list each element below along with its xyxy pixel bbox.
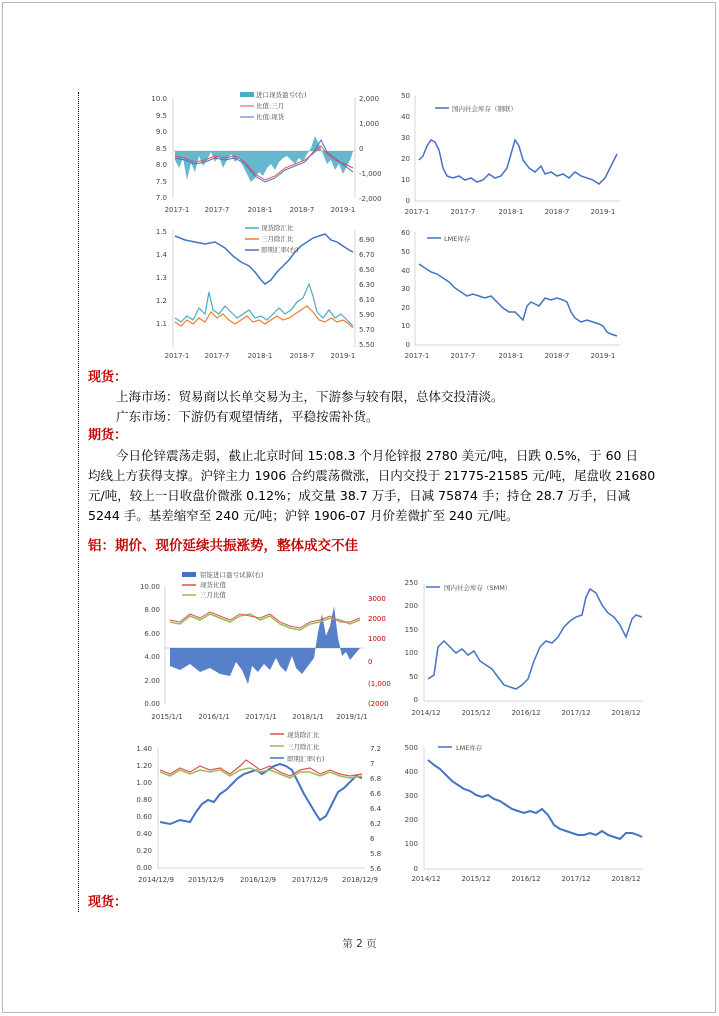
ac3-yr-7: 5.8 <box>370 850 382 858</box>
ac4-leg-0: LME库存 <box>456 744 483 752</box>
ac1-x-1: 2016/1/1 <box>198 713 230 721</box>
ac2-y-0: 250 <box>404 579 418 587</box>
zc4-x-2: 2018-1 <box>498 352 524 360</box>
zc1-yl-5: 7.5 <box>155 178 167 186</box>
ac3-yr-6: 6 <box>370 835 375 843</box>
zc1-bars <box>175 136 353 182</box>
ac3-yl-1: 1.20 <box>136 762 152 770</box>
zc3-x-2: 2018-1 <box>247 352 273 360</box>
zinc-futures-heading: 期货： <box>88 428 128 443</box>
zinc-chart-exchange-ratio <box>145 222 390 364</box>
ac3-yl-0: 1.40 <box>136 745 152 753</box>
zc1-leg-1: 比值:三月 <box>256 102 285 110</box>
ac2-x-3: 2017/12 <box>561 709 591 717</box>
zc4-x-1: 2017-7 <box>450 352 476 360</box>
page-footer: 第 2 页 <box>342 938 377 950</box>
zc1-leg-2: 比值:现货 <box>256 113 285 121</box>
ac2-x-1: 2015/12 <box>461 709 491 717</box>
ac3-leg-2: 即期汇率(右) <box>287 755 325 763</box>
ac1-yl-4: 2.00 <box>144 677 160 685</box>
ac3-x-3: 2017/12/9 <box>292 876 328 884</box>
ac1-yr-4: (1,000 <box>368 680 391 688</box>
zc3-yr-2: 6.50 <box>359 266 375 274</box>
zc3-yr-4: 6.10 <box>359 296 375 304</box>
ac3-yl-4: 0.60 <box>136 813 152 821</box>
ac3-yr-4: 6.4 <box>370 805 382 813</box>
zc4-y-5: 10 <box>401 322 410 330</box>
ac1-x-3: 2018/1/1 <box>292 713 324 721</box>
zc3-yl-3: 1.2 <box>155 297 167 305</box>
al-chart-exchange-ratio <box>130 730 400 888</box>
zc3-orange-line <box>175 306 353 328</box>
zinc-futures-line4: 5244 手。基差缩窄至 240 元/吨；沪锌 1906-07 月价差微扩至 240 元/吨。 <box>88 508 519 523</box>
al-chart-domestic-stock-svg <box>398 575 648 725</box>
zc3-x-0: 2017-1 <box>164 352 190 360</box>
zc3-yr-7: 5.50 <box>359 341 375 349</box>
zc2-y-0: 50 <box>401 92 410 100</box>
zc1-yl-6: 7.0 <box>155 194 167 202</box>
zc1-x-0: 2017-1 <box>164 206 190 214</box>
ac3-yl-5: 0.40 <box>136 830 152 838</box>
ac3-yr-2: 6.8 <box>370 775 382 783</box>
ac1-leg-2: 三月比值 <box>200 591 226 599</box>
zc1-yr-3: -1,000 <box>359 170 382 178</box>
ac2-x-0: 2014/12 <box>411 709 441 717</box>
ac4-line <box>428 760 642 839</box>
zc3-yl-4: 1.1 <box>155 320 167 328</box>
ac1-leg-0: 铝锭进口盈亏试算(右) <box>200 571 264 579</box>
zc1-x-4: 2019-1 <box>330 206 356 214</box>
zc3-x-4: 2019-1 <box>330 352 356 360</box>
zc1-yl-1: 9.5 <box>155 112 167 120</box>
zinc-chart-ratio <box>145 88 390 218</box>
zinc-chart-domestic-stock <box>395 88 625 223</box>
al-chart-ratio-svg <box>130 566 400 726</box>
ac3-x-1: 2015/12/9 <box>188 876 224 884</box>
ac3-yl-2: 1.00 <box>136 779 152 787</box>
ac4-x-4: 2018/12 <box>611 875 641 883</box>
zc2-x-1: 2017-7 <box>450 208 476 216</box>
ac3-yr-3: 6.6 <box>370 790 382 798</box>
ac3-x-0: 2014/12/9 <box>138 876 174 884</box>
zc4-x-3: 2018-7 <box>544 352 570 360</box>
ac4-x-1: 2015/12 <box>461 875 491 883</box>
aluminum-heading: 铝：期价、现价延续共振涨势，整体成交不佳 <box>88 538 358 554</box>
zc2-y-5: 0 <box>405 197 410 205</box>
ac2-line <box>428 589 642 689</box>
ac1-yl-3: 4.00 <box>144 653 160 661</box>
al-chart-lme-stock <box>398 735 648 885</box>
zc1-yr-1: 1,000 <box>359 120 380 128</box>
zc2-x-4: 2019-1 <box>590 208 616 216</box>
ac1-yl-0: 10.00 <box>139 583 160 591</box>
ac1-yr-1: 2000 <box>368 615 386 623</box>
zc3-x-3: 2018-7 <box>289 352 315 360</box>
ac1-yl-2: 6.00 <box>144 630 160 638</box>
zc3-yr-3: 6.30 <box>359 281 375 289</box>
zc1-x-3: 2018-7 <box>289 206 315 214</box>
ac1-yl-1: 8.00 <box>144 606 160 614</box>
zc4-y-4: 20 <box>401 304 410 312</box>
ac4-y-4: 100 <box>404 840 418 848</box>
margin-dotted-line <box>78 92 79 912</box>
zc1-x-2: 2018-1 <box>247 206 273 214</box>
zinc-spot-line2: 广东市场：下游仍有观望情绪，平稳按需补货。 <box>116 409 379 424</box>
ac2-y-3: 100 <box>404 649 418 657</box>
al-chart-domestic-stock <box>398 575 648 725</box>
zinc-spot-line1: 上海市场：贸易商以长单交易为主，下游参与较有限，总体交投清淡。 <box>116 389 504 404</box>
al-chart-ratio <box>130 566 400 726</box>
zc3-yr-0: 6.90 <box>359 236 375 244</box>
zc3-yl-0: 1.5 <box>155 228 167 236</box>
zc1-x-1: 2017-7 <box>204 206 230 214</box>
zc4-line <box>419 264 617 336</box>
al-spot-heading: 现货： <box>88 895 128 910</box>
zc3-yr-1: 6.70 <box>359 251 375 259</box>
zc1-yr-0: 2,000 <box>359 95 380 103</box>
ac2-y-1: 200 <box>404 602 418 610</box>
zc1-yl-0: 10.0 <box>151 95 167 103</box>
zinc-chart-ratio-svg <box>145 88 390 218</box>
ac1-x-2: 2017/1/1 <box>245 713 277 721</box>
ac3-leg-0: 现货除汇比 <box>287 731 320 739</box>
ac1-yr-3: 0 <box>368 658 373 666</box>
ac3-yr-1: 7 <box>370 760 375 768</box>
ac4-x-2: 2016/12 <box>511 875 541 883</box>
ac1-x-0: 2015/1/1 <box>151 713 183 721</box>
zc4-y-2: 40 <box>401 267 410 275</box>
zc3-leg-2: 即期汇率(右) <box>261 246 299 254</box>
zc3-yr-5: 5.90 <box>359 311 375 319</box>
zinc-chart-exchange-ratio-svg <box>145 222 390 364</box>
zc1-yl-2: 9.0 <box>155 128 167 136</box>
zc4-y-3: 30 <box>401 285 410 293</box>
zc2-leg-0: 国内社会库存（钢联） <box>452 105 517 113</box>
zc3-yl-1: 1.4 <box>155 251 167 259</box>
ac3-yr-0: 7.2 <box>370 745 382 753</box>
zc4-y-0: 60 <box>401 229 410 237</box>
zc4-y-1: 50 <box>401 248 410 256</box>
ac3-yl-3: 0.80 <box>136 796 152 804</box>
zc1-leg-0: 进口现货盈亏(右) <box>256 91 307 99</box>
zc2-y-1: 40 <box>401 113 410 121</box>
ac2-y-5: 0 <box>413 696 418 704</box>
zc2-y-4: 10 <box>401 176 410 184</box>
zinc-futures-line2: 均线上方获得支撑。沪锌主力 1906 合约震荡微涨，日内交投于 21775-21585 元/吨，尾盘收 21680 <box>88 468 656 483</box>
ac4-y-3: 200 <box>404 816 418 824</box>
ac1-yr-0: 3000 <box>368 595 386 603</box>
al-chart-lme-stock-svg <box>398 735 648 885</box>
ac4-x-0: 2014/12 <box>411 875 441 883</box>
zinc-spot-heading: 现货： <box>88 370 128 385</box>
ac4-y-1: 400 <box>404 768 418 776</box>
zc1-yl-3: 8.5 <box>155 145 167 153</box>
zc4-x-4: 2019-1 <box>590 352 616 360</box>
zc4-leg-0: LME库存 <box>444 235 471 243</box>
ac3-x-4: 2018/12/9 <box>342 876 378 884</box>
al-chart-exchange-ratio-svg <box>130 730 400 888</box>
ac2-x-2: 2016/12 <box>511 709 541 717</box>
zc3-leg-1: 三月除汇比 <box>261 235 294 243</box>
zc3-x-1: 2017-7 <box>204 352 230 360</box>
zc1-yr-4: -2,000 <box>359 195 382 203</box>
zc3-yr-6: 5.70 <box>359 326 375 334</box>
zc2-y-3: 20 <box>401 155 410 163</box>
zc2-x-0: 2017-1 <box>404 208 430 216</box>
zinc-futures-line3: 元/吨，较上一日收盘价微涨 0.12%；成交量 38.7 万手，日减 75874 手；持仓 28.7 万手，日减 <box>88 488 631 503</box>
ac1-leg-1: 现货比值 <box>200 581 226 589</box>
ac4-y-0: 500 <box>404 744 418 752</box>
ac1-yr-5: (2000 <box>368 700 389 708</box>
ac2-leg-0: 国内社会库存（SMM） <box>444 584 512 592</box>
zc3-leg-0: 现货除汇比 <box>261 224 294 232</box>
ac2-y-4: 50 <box>409 673 418 681</box>
ac2-y-2: 150 <box>404 626 418 634</box>
zc2-x-2: 2018-1 <box>498 208 524 216</box>
zc1-yl-4: 8.0 <box>155 161 167 169</box>
ac3-yr-8: 5.6 <box>370 865 382 873</box>
ac3-yr-5: 6.2 <box>370 820 382 828</box>
ac3-yl-7: 0.00 <box>136 864 152 872</box>
zinc-futures-line1: 今日伦锌震荡走弱，截止北京时间 15:08.3 个月伦锌报 2780 美元/吨，日跌 0.5%，于 60 日 <box>116 448 638 463</box>
ac1-yr-2: 1000 <box>368 635 386 643</box>
ac2-x-4: 2018/12 <box>611 709 641 717</box>
zc2-y-2: 30 <box>401 134 410 142</box>
zinc-chart-domestic-stock-svg <box>395 88 625 223</box>
zc3-yl-2: 1.3 <box>155 274 167 282</box>
zc2-x-3: 2018-7 <box>544 208 570 216</box>
zc1-yr-2: 0 <box>359 145 364 153</box>
ac4-y-5: 0 <box>413 865 418 873</box>
ac3-x-2: 2016/12/9 <box>240 876 276 884</box>
zc2-line <box>419 140 617 184</box>
ac4-x-3: 2017/12 <box>561 875 591 883</box>
ac4-y-2: 300 <box>404 792 418 800</box>
zc4-x-0: 2017-1 <box>404 352 430 360</box>
ac1-yl-5: 0.00 <box>144 700 160 708</box>
zinc-chart-lme-stock <box>395 226 625 364</box>
ac3-yl-6: 0.20 <box>136 847 152 855</box>
ac3-leg-1: 三月除汇比 <box>287 743 320 751</box>
zinc-chart-lme-stock-svg <box>395 226 625 364</box>
zc4-y-6: 0 <box>405 341 410 349</box>
ac1-x-4: 2019/1/1 <box>336 713 368 721</box>
